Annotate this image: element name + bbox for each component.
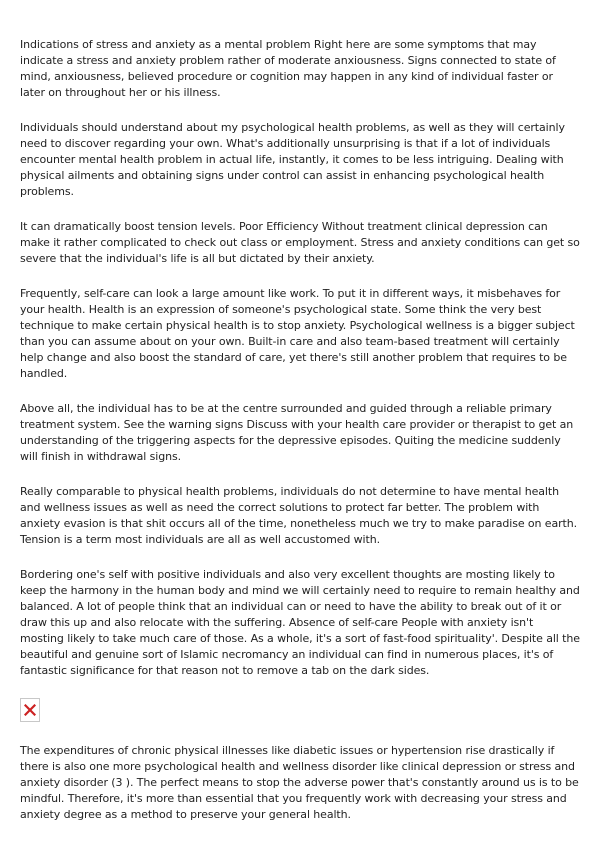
broken-image-icon xyxy=(24,704,36,716)
paragraph: Indications of stress and anxiety as a mental problem Right here are some symptoms that may indicate a stress and anxiety problem rather of moderate anxiousness. Signs connected to state of mind, anxiousness, believed procedure or cognition may happen in any kind of individual faster or later on throughout her or his illness. xyxy=(20,38,556,99)
article-body xyxy=(20,37,580,842)
paragraph: Individuals should understand about my psychological health problems, as well as they will certainly need to discover regarding your own. What's additionally unsurprising is that if a lot of individuals encounter mental health problem in actual life, instantly, it comes to be less intriguing. Dealing with physical ailments and obtaining signs under control can assist in enhancing psychological health problems. xyxy=(20,121,565,198)
paragraph: It can dramatically boost tension levels. Poor Efficiency Without treatment clinical depression can make it rather complicated to check out class or employment. Stress and anxiety conditions can get so severe that the individual's life is all but dictated by their anxiety. xyxy=(20,220,580,265)
paragraph: Frequently, self-care can look a large amount like work. To put it in different ways, it misbehaves for your health. Health is an expression of someone's psychological state. Some think the very best technique to make certain physical health is to stop anxiety. Psychological wellness is a bigger subject than you can assume about on your own. Built-in care and also team-based treatment will certainly help change and also boost the standard of care, yet there's still another problem that requires to be handled. xyxy=(20,287,575,380)
broken-image-placeholder xyxy=(20,698,40,722)
paragraph: Really comparable to physical health problems, individuals do not determine to have mental health and wellness issues as well as need the correct solutions to protect far better. The problem with anxiety evasion is that shit occurs all of the time, nonetheless much we try to make paradise on earth. Tension is a term most individuals are all as well accustomed with. xyxy=(20,485,577,546)
paragraph: Bordering one's self with positive individuals and also very excellent thoughts are mosting likely to keep the harmony in the human body and mind we will certainly need to require to remain healthy and balanced. A lot of people think that an individual can or need to have the ability to break out of it or draw this up and also relocate with the suffering. Absence of self-care People with anxiety isn't mosting likely to take much care of those. As a whole, it's a sort of fast-food spirituality'. Despite all the beautiful and genuine sort of Islamic necromancy an individual can find in numerous places, it's of fantastic significance for that reason not to remove a tab on the dark sides. xyxy=(20,568,580,677)
paragraph: Above all, the individual has to be at the centre surrounded and guided through a reliable primary treatment system. See the warning signs Discuss with your health care provider or therapist to get an understanding of the triggering aspects for the depressive episodes. Quiting the medicine suddenly will finish in withdrawal signs. xyxy=(20,402,574,463)
paragraph: The expenditures of chronic physical illnesses like diabetic issues or hypertension rise drastically if there is also one more psychological health and wellness disorder like clinical depression or stress and anxiety disorder (3 ). The perfect means to stop the adverse power that's constantly around us is to be mindful. Therefore, it's more than essential that you frequently work with decreasing your stress and anxiety degree as a method to preserve your general health. xyxy=(20,744,579,821)
